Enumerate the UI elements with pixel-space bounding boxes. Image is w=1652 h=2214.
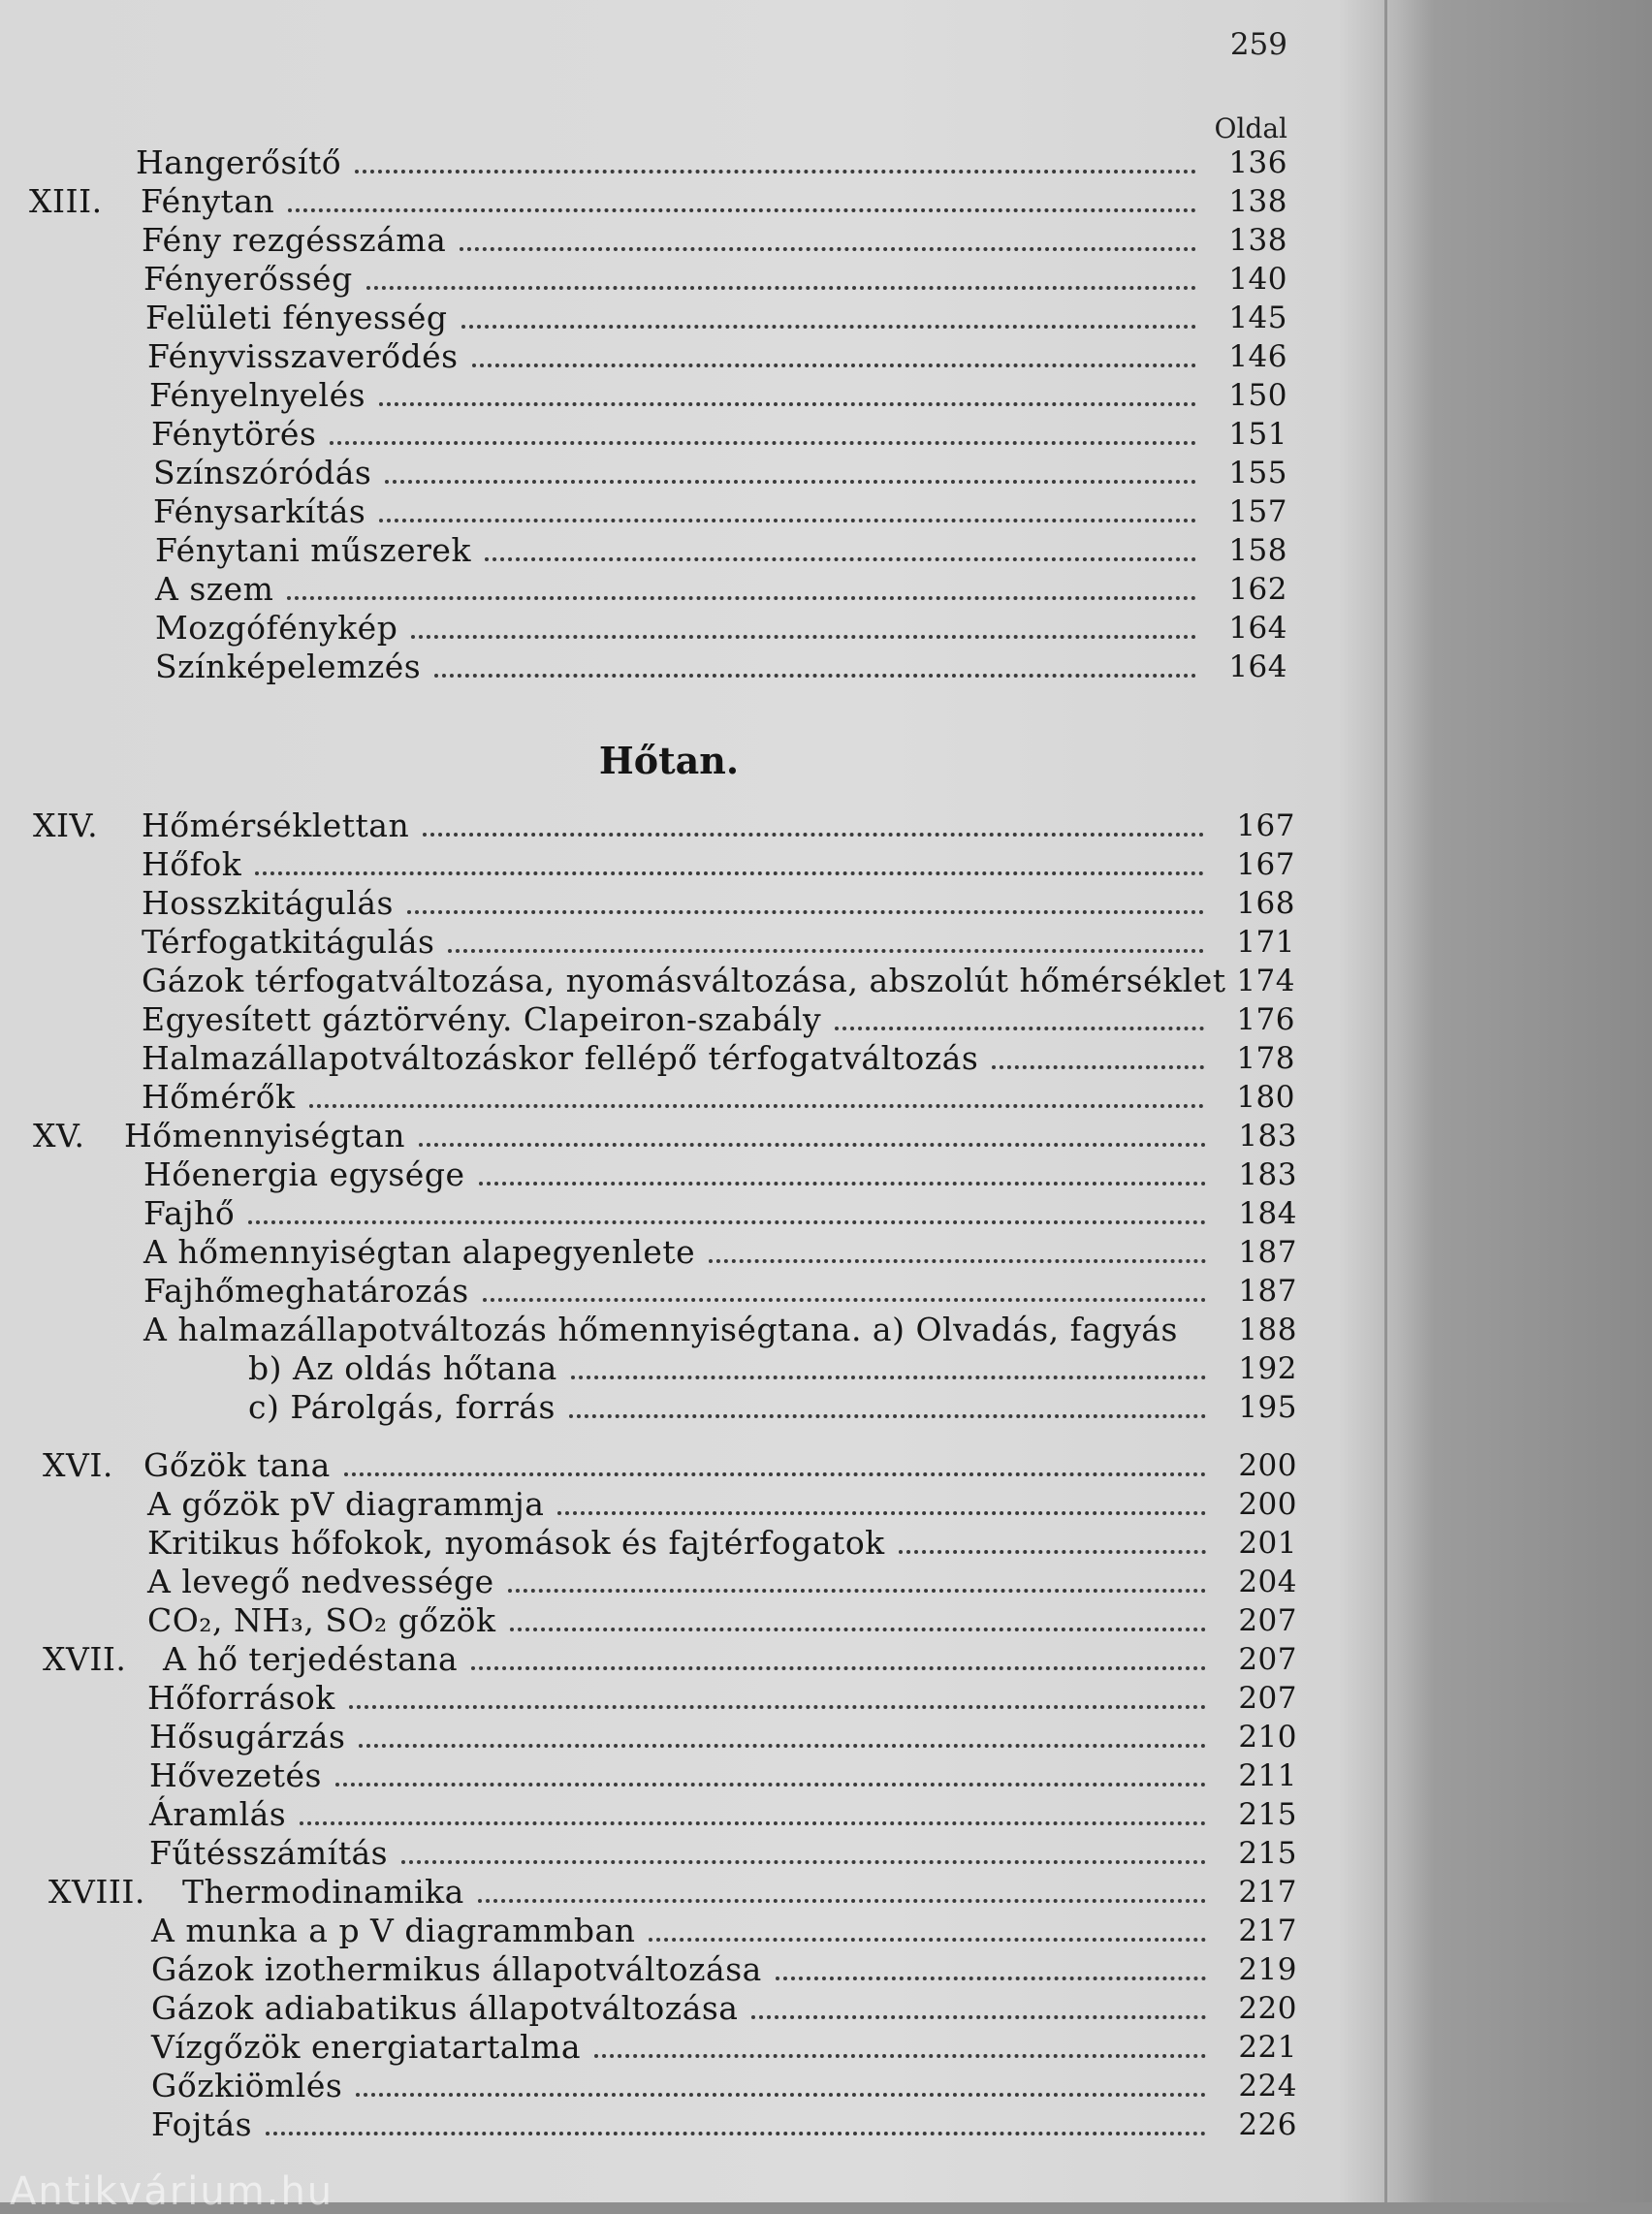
dot-leader: [423, 798, 1204, 837]
page-ref: 138: [1228, 223, 1287, 258]
page-ref: 200: [1238, 1448, 1297, 1483]
entry-title: Fényelnyelés: [149, 376, 366, 414]
page-ref: 171: [1236, 925, 1295, 960]
dot-leader: [479, 1147, 1207, 1186]
dot-leader: [419, 1108, 1206, 1147]
entry-title: b) Az oldás hőtana: [248, 1349, 557, 1387]
dot-leader: [571, 1341, 1206, 1379]
dot-leader: [401, 1825, 1206, 1864]
dot-leader: [366, 251, 1196, 290]
dot-leader: [557, 1476, 1206, 1515]
dot-leader: [344, 1438, 1206, 1476]
dot-leader: [485, 522, 1196, 561]
page-ref: 215: [1238, 1836, 1297, 1871]
dot-leader: [649, 1903, 1206, 1942]
entry-title: Áramlás: [149, 1795, 287, 1833]
dot-leader: [266, 2097, 1206, 2135]
page-ref: 151: [1228, 417, 1287, 452]
chapter-number: XVII.: [43, 1640, 127, 1678]
entry-title: Fojtás: [151, 2105, 253, 2143]
entry-title: Gázok izothermikus állapotváltozása: [151, 1950, 762, 1988]
dot-leader: [478, 1864, 1206, 1903]
page-ref: 157: [1228, 494, 1287, 529]
entry-title: A szem: [155, 570, 274, 608]
dot-leader: [385, 445, 1196, 484]
dot-leader: [335, 1748, 1206, 1787]
entry-title: Színképelemzés: [155, 648, 422, 685]
page-edge: [1384, 0, 1387, 2202]
entry-title: A hőmennyiségtan alapegyenlete: [143, 1233, 696, 1271]
page-ref: 168: [1236, 886, 1295, 921]
page-ref: 150: [1228, 378, 1287, 413]
dot-leader: [300, 1787, 1206, 1825]
section-heading: Hőtan.: [598, 739, 740, 782]
chapter-number: XV.: [33, 1117, 85, 1154]
page-ref: 138: [1228, 184, 1287, 219]
dot-leader: [287, 561, 1196, 600]
page-ref: 155: [1228, 456, 1287, 490]
entry-title: Hőforrások: [147, 1679, 335, 1717]
page-ref: 217: [1238, 1875, 1297, 1910]
entry-title: Fény rezgésszáma: [142, 221, 447, 259]
entry-title: Gázok térfogatváltozása, nyomásváltozása, abszolút hőmérséklet: [142, 962, 1226, 999]
chapter-number: XVIII.: [48, 1873, 145, 1911]
page-ref: 224: [1238, 2069, 1297, 2103]
toc-entry: [0, 923, 1309, 962]
toc-entry: [0, 648, 1309, 686]
page-ref: 219: [1238, 1952, 1297, 1987]
page-ref: 162: [1228, 572, 1287, 607]
entry-title: Fajhő: [143, 1194, 236, 1232]
page-ref: 158: [1228, 533, 1287, 568]
dot-leader: [461, 290, 1196, 329]
dot-leader: [460, 212, 1196, 251]
entry-title: Hosszkitágulás: [142, 884, 394, 922]
dot-leader: [248, 1186, 1206, 1224]
toc-entry: [0, 1388, 1309, 1427]
entry-title: A levegő nedvessége: [147, 1563, 494, 1600]
page-ref: 207: [1238, 1642, 1297, 1677]
entry-title: A hő terjedéstana: [163, 1640, 459, 1678]
page-ref: 226: [1238, 2107, 1297, 2142]
page-ref: 167: [1236, 847, 1295, 882]
dot-leader: [751, 1980, 1206, 2019]
dot-leader: [309, 1069, 1204, 1108]
entry-title: A munka a p V diagrammban: [151, 1912, 636, 1949]
dot-leader: [411, 600, 1196, 639]
page-ref: 204: [1238, 1565, 1297, 1599]
dot-leader: [255, 837, 1204, 875]
dot-leader: [434, 639, 1196, 678]
page-ref: 207: [1238, 1681, 1297, 1716]
dot-leader: [379, 367, 1196, 406]
dot-leader: [594, 2019, 1206, 2058]
page-ref: 188: [1238, 1313, 1297, 1347]
page-ref: 210: [1238, 1720, 1297, 1755]
page-ref: 180: [1236, 1080, 1295, 1115]
chapter-number: XIII.: [29, 182, 103, 220]
entry-title: Halmazállapotváltozáskor fellépő térfogatváltozás: [142, 1039, 979, 1077]
entry-title: Fényerősség: [143, 260, 353, 298]
dot-leader: [776, 1942, 1206, 1980]
page-ref: 215: [1238, 1797, 1297, 1832]
dot-leader: [356, 2058, 1206, 2097]
page-ref: 220: [1238, 1991, 1297, 2026]
dot-leader: [835, 992, 1204, 1030]
page-ref: 211: [1238, 1758, 1297, 1793]
entry-title: Kritikus hőfokok, nyomások és fajtérfogatok: [147, 1524, 885, 1562]
entry-title: Térfogatkitágulás: [142, 923, 435, 961]
page-ref: 184: [1238, 1196, 1297, 1231]
page-ref: 217: [1238, 1914, 1297, 1948]
page-ref: 187: [1238, 1274, 1297, 1309]
dot-leader: [709, 1224, 1206, 1263]
entry-title: Színszóródás: [153, 454, 372, 491]
page-ref: 174: [1236, 964, 1295, 998]
toc-entry: [0, 2105, 1309, 2144]
page-ref: 183: [1238, 1119, 1297, 1154]
dot-leader: [379, 484, 1196, 522]
dot-leader: [992, 1030, 1204, 1069]
page-ref: 195: [1238, 1390, 1297, 1425]
dot-leader: [510, 1593, 1207, 1631]
entry-title: Fénytan: [141, 182, 275, 220]
entry-title: Hőfok: [142, 845, 242, 883]
entry-title: Fűtésszámítás: [149, 1834, 389, 1872]
entry-title: Fénytani műszerek: [155, 531, 471, 569]
page-ref: 140: [1228, 262, 1287, 297]
watermark: Antikvárium.hu: [10, 2169, 334, 2214]
entry-title: Thermodinamika: [182, 1873, 464, 1911]
dot-leader: [330, 406, 1196, 445]
page-ref: 164: [1228, 649, 1287, 684]
dot-leader: [483, 1263, 1206, 1302]
page-number: 259: [1229, 27, 1287, 62]
entry-title: CO₂, NH₃, SO₂ gőzök: [147, 1601, 496, 1639]
chapter-number: XVI.: [43, 1446, 113, 1484]
page-ref: 192: [1238, 1351, 1297, 1386]
page-ref: 164: [1228, 611, 1287, 646]
entry-title: Egyesített gáztörvény. Clapeiron-szabály: [142, 1000, 822, 1038]
entry-title: Hőenergia egysége: [143, 1155, 465, 1193]
entry-title: A halmazállapotváltozás hőmennyiségtana. a) Olvadás, fagyás: [143, 1311, 1178, 1348]
entry-title: A gőzök pV diagrammja: [147, 1485, 545, 1523]
dot-leader: [448, 914, 1204, 953]
toc-entry: [0, 1272, 1309, 1311]
entry-title: Hőmérséklettan: [142, 807, 410, 844]
dot-leader: [472, 329, 1196, 367]
entry-title: Fajhőmeghatározás: [143, 1272, 469, 1310]
entry-title: Fényvisszaverődés: [147, 337, 459, 375]
dot-leader: [471, 1631, 1206, 1670]
entry-title: Fénysarkítás: [153, 492, 366, 530]
entry-title: Gőzök tana: [143, 1446, 331, 1484]
entry-title: Hősugárzás: [149, 1718, 346, 1755]
dot-leader: [349, 1670, 1206, 1709]
entry-title: Mozgófénykép: [155, 609, 398, 647]
page-ref: 145: [1228, 300, 1287, 335]
dot-leader: [355, 135, 1196, 174]
entry-title: Hőmérők: [142, 1078, 296, 1116]
page-ref: 221: [1238, 2030, 1297, 2065]
entry-title: Hangerősítő: [136, 143, 342, 181]
page-ref: 178: [1236, 1041, 1295, 1076]
page-ref: 183: [1238, 1157, 1297, 1192]
dot-leader: [288, 174, 1196, 212]
entry-title: Gőzkiömlés: [151, 2067, 343, 2104]
page-ref: 207: [1238, 1603, 1297, 1638]
dot-leader: [407, 875, 1204, 914]
page-column-label: Oldal: [1214, 112, 1287, 144]
entry-title: Vízgőzök energiatartalma: [151, 2028, 582, 2066]
page-ref: 201: [1238, 1526, 1297, 1561]
chapter-number: XIV.: [33, 807, 99, 844]
entry-title: Hőmennyiségtan: [124, 1117, 405, 1154]
page-ref: 136: [1228, 145, 1287, 180]
dot-leader: [899, 1515, 1206, 1554]
dot-leader: [569, 1379, 1206, 1418]
dot-leader: [508, 1554, 1206, 1593]
entry-title: Hővezetés: [149, 1756, 322, 1794]
entry-title: Felületi fényesség: [145, 299, 448, 336]
dot-leader: [359, 1709, 1206, 1748]
page-ref: 200: [1238, 1487, 1297, 1522]
entry-title: Gázok adiabatikus állapotváltozása: [151, 1989, 739, 2027]
entry-title: c) Párolgás, forrás: [248, 1388, 556, 1426]
page-ref: 176: [1236, 1002, 1295, 1037]
page-ref: 187: [1238, 1235, 1297, 1270]
entry-title: Fénytörés: [151, 415, 317, 453]
page-ref: 167: [1236, 808, 1295, 843]
page-ref: 146: [1228, 339, 1287, 374]
